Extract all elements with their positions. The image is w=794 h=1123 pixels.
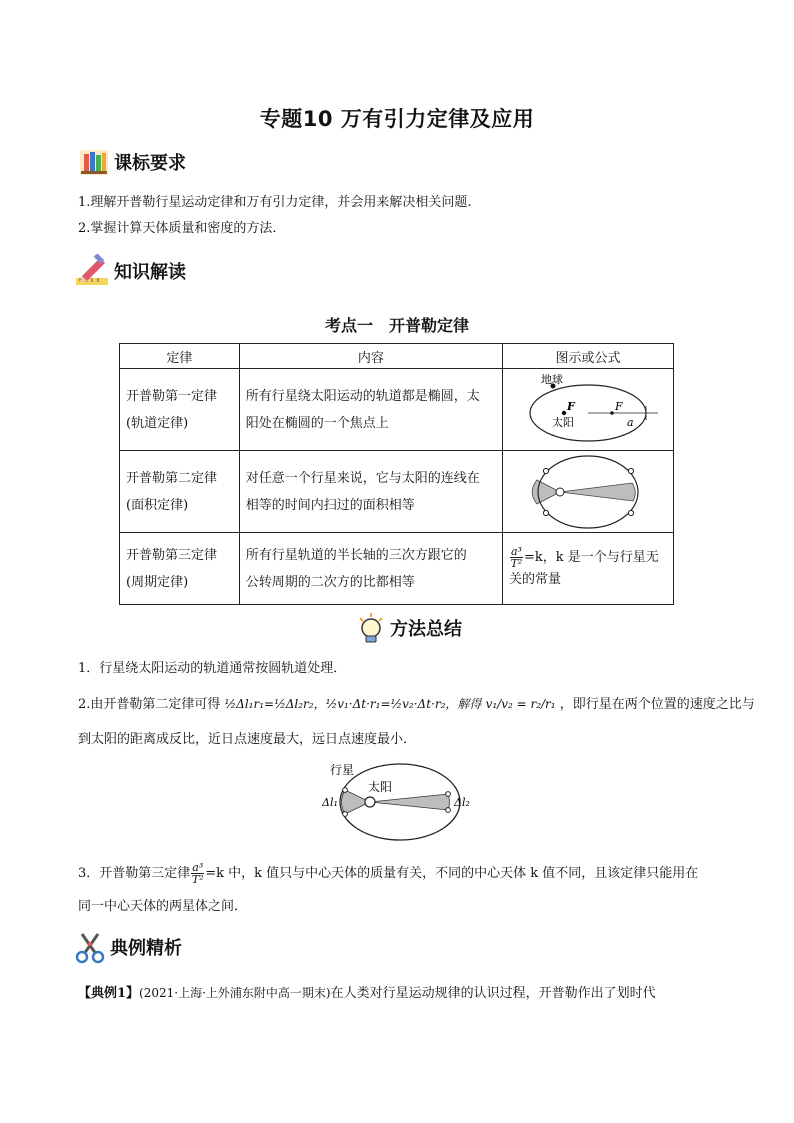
sun-label: 太阳 <box>551 415 574 429</box>
method-item-1: 1．行星绕太阳运动的轨道通常按圆轨道处理． <box>78 661 347 676</box>
planet-orbit-diagram <box>322 760 482 848</box>
focus-label-right: F <box>614 399 623 413</box>
law-content-cell <box>239 369 502 451</box>
ellipse-orbit-diagram <box>503 370 673 450</box>
section-examples-label: 典例精析 <box>110 938 182 959</box>
law-content-line: 公转周期的二次方的比都相等 <box>245 574 415 590</box>
method-item-2-formula: ½Δl₁r₁=½Δl₂r₂，½v₁·Δt·r₁=½v₂·Δt·r₂，解得 <box>224 697 482 711</box>
lightbulb-icon <box>356 612 386 644</box>
earth-label: 地球 <box>540 372 563 386</box>
example-text: 在人类对行星运动规律的认识过程，开普勒作出了划时代 <box>330 986 656 1001</box>
method-item-3-prefix: 3．开普勒第三定律 <box>78 866 191 881</box>
section-method-label: 方法总结 <box>390 619 462 640</box>
table-header-content: 内容 <box>239 344 502 369</box>
law-content-line: 所有行星轨道的半长轴的三次方跟它的 <box>245 547 467 563</box>
delta-l1-label: Δl₁ <box>322 796 338 809</box>
law-alias: (轨道定律) <box>126 415 189 431</box>
table-header-figure: 图示或公式 <box>502 344 673 369</box>
example-tag: 【典例1】 <box>78 986 140 1001</box>
sun-label: 太阳 <box>368 780 393 794</box>
law-alias: (周期定律) <box>126 574 189 590</box>
semi-axis-label: a <box>626 415 634 429</box>
method-item-2-line-2: 到太阳的距离成反比，近日点速度最大，远日点速度最小． <box>78 732 417 747</box>
section-method-header <box>356 612 462 644</box>
law-content-cell <box>239 533 502 605</box>
formula-text-line2: 关的常量 <box>508 572 561 587</box>
table-header-row <box>120 344 674 369</box>
requirement-item-1: 1.理解开普勒行星运动定律和万有引力定律，并会用来解决相关问题. <box>78 195 472 210</box>
method-item-2-line-1 <box>78 695 755 714</box>
kepler-third-fraction: $\frac{\text{a³}}{\text{T²}}$ <box>510 545 523 570</box>
law-name: 开普勒第一定律 <box>126 388 218 404</box>
section-requirements-label: 课标要求 <box>114 153 186 174</box>
formula-text: =k，k 是一个与行星无 <box>523 550 659 565</box>
method-item-3-suffix: =k 中，k 值只与中心天体的质量有关，不同的中心天体 k 值不同，且该定律只能用在 <box>205 866 699 881</box>
law-figure-cell <box>502 451 673 533</box>
law-figure-cell <box>502 369 673 451</box>
table-header-law: 定律 <box>120 344 240 369</box>
scissors-icon <box>74 930 106 964</box>
section-knowledge-label: 知识解读 <box>114 262 186 283</box>
law-content-line: 所有行星绕太阳运动的轨道都是椭圆，太 <box>245 388 480 404</box>
table-row <box>120 451 674 533</box>
law-name-cell <box>120 451 240 533</box>
law-formula-cell <box>502 533 673 605</box>
delta-l2-label: Δl₂ <box>454 796 470 809</box>
kepler-law-table <box>119 343 674 605</box>
example-1-line <box>78 984 656 1003</box>
focus-label-left: F <box>566 399 575 413</box>
area-law-diagram <box>503 452 673 532</box>
law-name: 开普勒第二定律 <box>126 470 218 486</box>
method-item-3-line-1 <box>78 862 698 885</box>
law-alias: (面积定律) <box>126 497 189 513</box>
example-source: (2021·上海·上外浦东附中高一期末) <box>139 986 331 1000</box>
method-item-3-line-2: 同一中心天体的两星体之间． <box>78 899 248 914</box>
method-item-2-ratio: v₁/v₂ = r₂/r₁ <box>485 697 556 711</box>
method-item-2-suffix: ，即行星在两个位置的速度之比与 <box>559 697 755 712</box>
law-name: 开普勒第三定律 <box>126 547 218 563</box>
method-item-2-prefix: 2.由开普勒第二定律可得 <box>78 697 221 712</box>
section-examples-header <box>74 930 182 964</box>
law-content-line: 相等的时间内扫过的面积相等 <box>245 497 415 513</box>
pencil-ruler-icon <box>74 254 110 288</box>
law-content-cell <box>239 451 502 533</box>
section-requirements-header <box>78 146 186 178</box>
page-title: 专题10 万有引力定律及应用 <box>259 107 535 131</box>
requirement-item-2: 2.掌握计算天体质量和密度的方法． <box>78 221 286 236</box>
law-content-line: 对任意一个行星来说，它与太阳的连线在 <box>245 470 480 486</box>
table-row <box>120 369 674 451</box>
law-content-line: 阳处在椭圆的一个焦点上 <box>245 415 389 431</box>
books-icon <box>78 146 110 178</box>
point-title: 考点一 开普勒定律 <box>324 316 469 335</box>
kepler-third-fraction-inline: $\frac{\text{a³}}{\text{T²}}$ <box>191 861 204 886</box>
law-name-cell <box>120 533 240 605</box>
planet-label: 行星 <box>330 763 355 777</box>
section-knowledge-header <box>74 254 186 288</box>
table-row <box>120 533 674 605</box>
law-name-cell <box>120 369 240 451</box>
